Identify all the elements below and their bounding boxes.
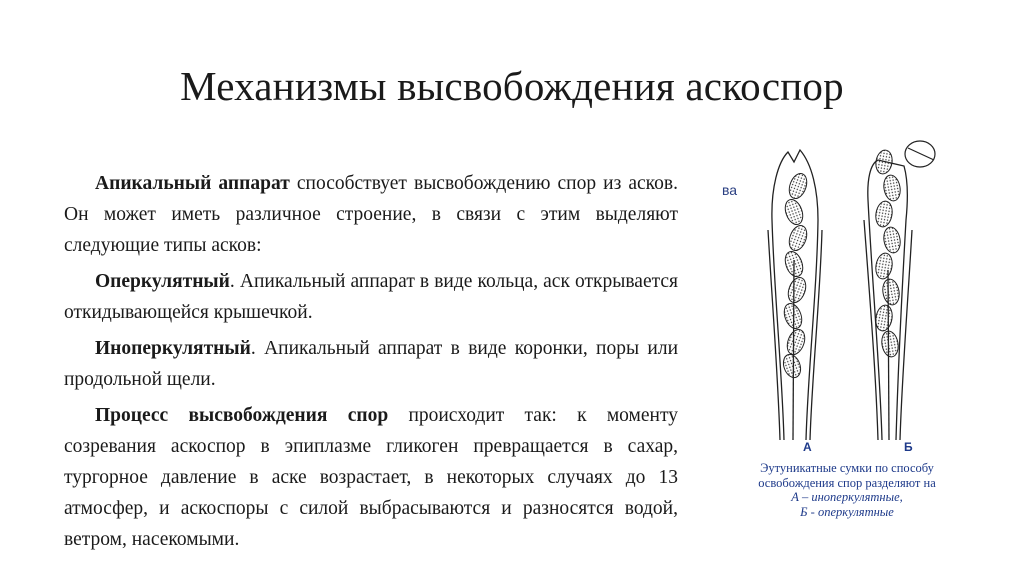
- paragraph-apical: [64, 168, 678, 261]
- ascus-a-spores: [780, 171, 810, 380]
- label-a: А: [803, 440, 812, 454]
- paragraph-inoperculate-text: . Апикальный аппарат в виде коронки, поры или продольной щели.: [64, 338, 678, 390]
- paragraph-release-process: [64, 400, 678, 555]
- paragraph-release-term: Процесс высвобождения спор: [95, 405, 389, 426]
- ascus-b-lid: [905, 141, 935, 167]
- figure-caption: [724, 461, 970, 519]
- paragraph-apical-term: Апикальный аппарат: [95, 173, 290, 194]
- paragraph-operculate-term: Оперкулятный: [95, 271, 230, 292]
- slide-title: Механизмы высвобождения аскоспор: [180, 63, 844, 109]
- paragraph-apical-text: способствует высвобождению спор из асков. Он может иметь различное строение, в связи с этим выделяют следующие типы асков:: [64, 173, 678, 256]
- paragraph-inoperculate: [64, 333, 678, 395]
- paragraph-inoperculate-term: Иноперкулятный: [95, 338, 251, 359]
- ascus-b-spores: [874, 149, 902, 358]
- label-b: Б: [904, 440, 913, 454]
- paragraph-operculate-text: . Апикальный аппарат в виде кольца, аск открывается откидывающейся крышечкой.: [64, 271, 678, 323]
- caption-line-2: освобождения спор разделяют на: [758, 475, 936, 490]
- caption-line-4: Б - оперкулятные: [800, 504, 894, 519]
- body-text: [64, 168, 678, 560]
- caption-line-3: А – иноперкулятные,: [791, 490, 903, 504]
- cropped-text-fragment: ва: [722, 182, 738, 198]
- asci-illustration: [722, 140, 970, 460]
- paragraph-operculate: [64, 266, 678, 328]
- caption-line-1: Эутуникатные сумки по способу: [760, 461, 934, 475]
- paragraph-release-text: происходит так: к моменту созревания аскоспор в эпиплазме гликоген превращается в сахар, тургорное давление в аске возрастает, в некоторых случаях до 13 атмосфер, и аскоспоры с силой выбрасываются и разносятся водой, ветром, насекомыми.: [64, 405, 678, 550]
- asci-figure: [722, 140, 970, 560]
